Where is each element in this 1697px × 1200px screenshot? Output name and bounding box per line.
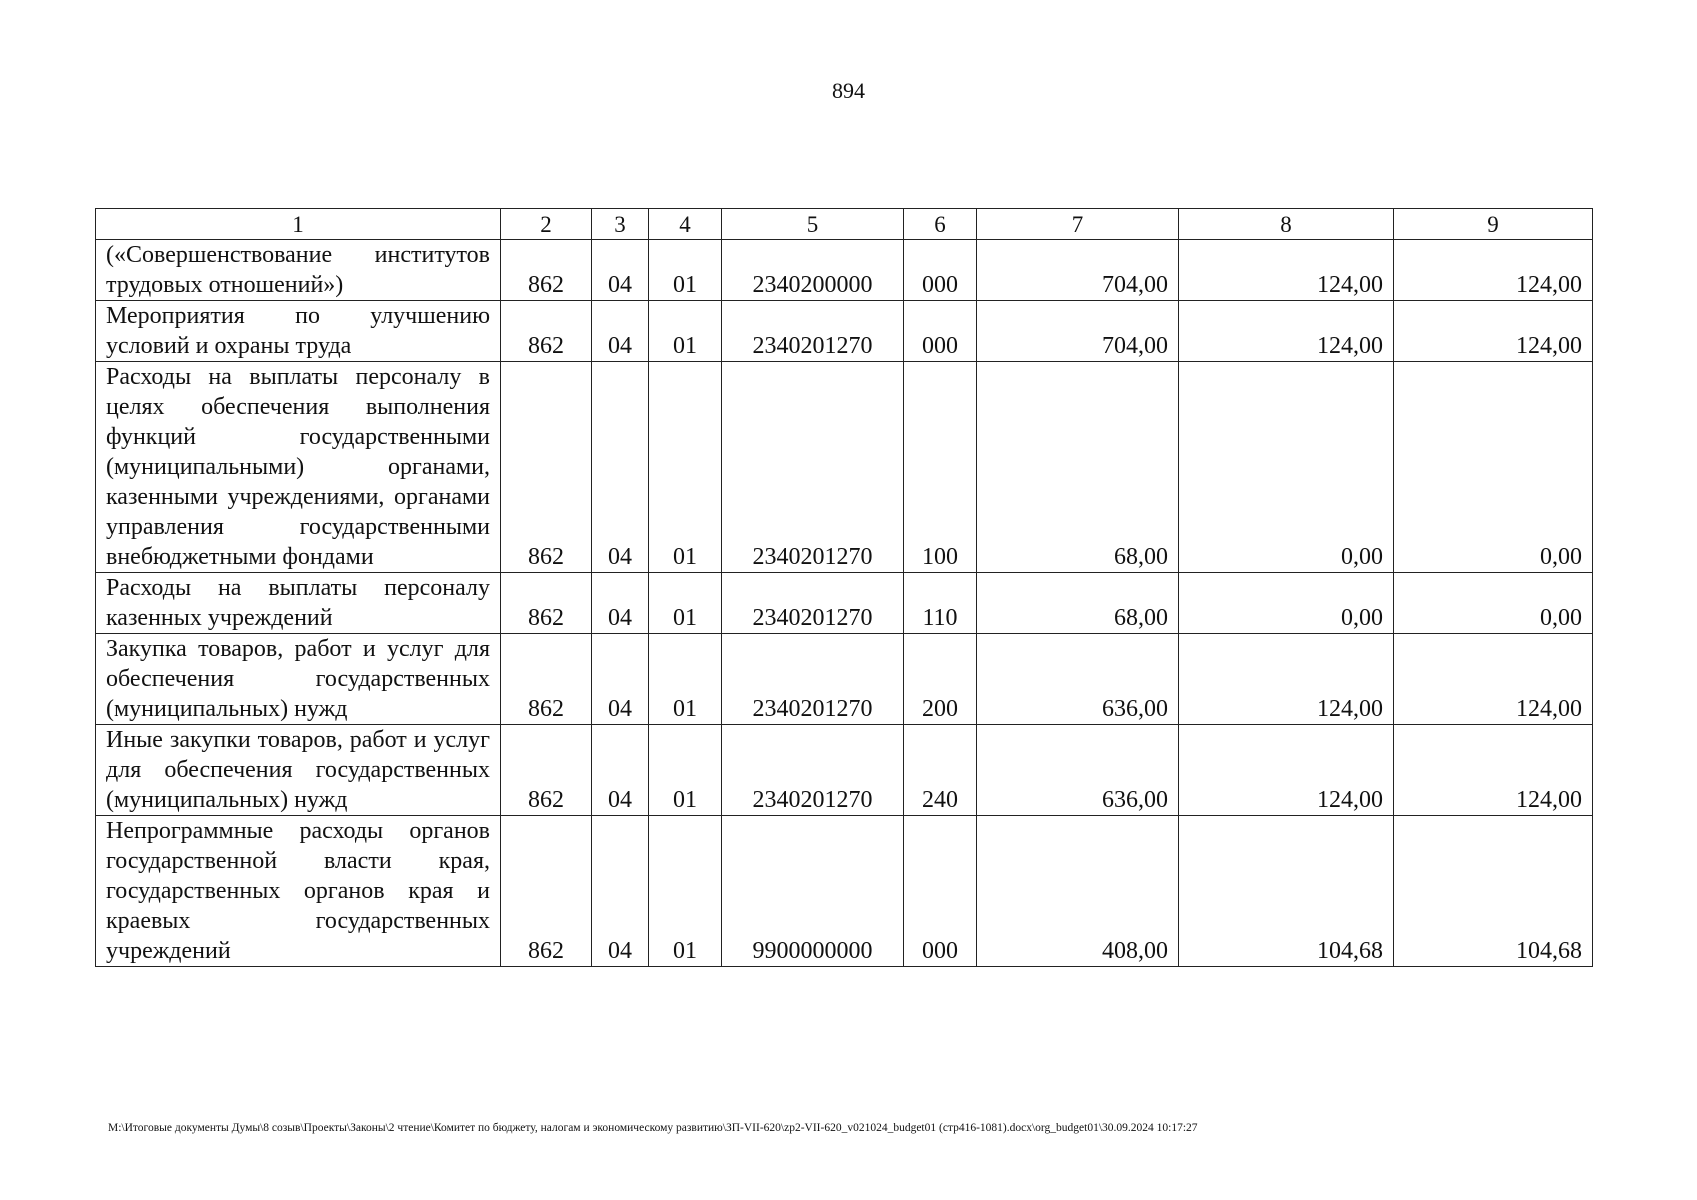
cell-amount-7: 408,00 [977, 816, 1179, 967]
table-row [96, 816, 1593, 967]
cell-section: 04 [592, 362, 649, 573]
cell-grbs: 862 [501, 301, 592, 362]
cell-section: 04 [592, 240, 649, 301]
cell-expense-type: 240 [904, 725, 977, 816]
cell-amount-9: 124,00 [1394, 240, 1593, 301]
cell-expense-type: 000 [904, 240, 977, 301]
cell-amount-9: 0,00 [1394, 573, 1593, 634]
cell-target-code: 2340200000 [722, 240, 904, 301]
row-description: Расходы на выплаты персоналу в целях обеспечения выполнения функций государственными (муниципальными) органами, казенными учреждениями, органами управления государственными внебюджетными фондами [96, 362, 501, 573]
cell-amount-7: 636,00 [977, 634, 1179, 725]
column-header: 1 [96, 209, 501, 240]
cell-amount-8: 0,00 [1179, 362, 1394, 573]
cell-amount-7: 68,00 [977, 362, 1179, 573]
column-header: 6 [904, 209, 977, 240]
budget-table [95, 208, 1593, 967]
cell-grbs: 862 [501, 362, 592, 573]
row-description: Мероприятия по улучшению условий и охраны труда [96, 301, 501, 362]
cell-amount-8: 124,00 [1179, 634, 1394, 725]
cell-expense-type: 000 [904, 301, 977, 362]
document-file-path: M:\Итоговые документы Думы\8 созыв\Проекты\Законы\2 чтение\Комитет по бюджету, налогам и экономическому развитию\ЗП-VII-620\zp2-VII-620_v021024_budget01 (стр416-1081).docx\org_budget01\30.09.2024 10:17:27 [108, 1122, 1198, 1134]
table-row [96, 725, 1593, 816]
row-description: («Совершенствование институтов трудовых отношений») [96, 240, 501, 301]
cell-subsection: 01 [649, 725, 722, 816]
column-header: 9 [1394, 209, 1593, 240]
cell-amount-7: 636,00 [977, 725, 1179, 816]
cell-section: 04 [592, 573, 649, 634]
cell-target-code: 2340201270 [722, 634, 904, 725]
cell-grbs: 862 [501, 573, 592, 634]
cell-subsection: 01 [649, 362, 722, 573]
cell-section: 04 [592, 634, 649, 725]
column-header: 5 [722, 209, 904, 240]
table-row [96, 634, 1593, 725]
column-header: 4 [649, 209, 722, 240]
cell-section: 04 [592, 725, 649, 816]
row-description: Иные закупки товаров, работ и услуг для обеспечения государственных (муниципальных) нужд [96, 725, 501, 816]
column-header: 8 [1179, 209, 1394, 240]
cell-expense-type: 000 [904, 816, 977, 967]
cell-target-code: 2340201270 [722, 301, 904, 362]
cell-target-code: 2340201270 [722, 725, 904, 816]
cell-grbs: 862 [501, 725, 592, 816]
cell-section: 04 [592, 301, 649, 362]
cell-amount-7: 704,00 [977, 301, 1179, 362]
cell-amount-9: 124,00 [1394, 725, 1593, 816]
cell-amount-9: 104,68 [1394, 816, 1593, 967]
table-row [96, 240, 1593, 301]
cell-target-code: 9900000000 [722, 816, 904, 967]
cell-grbs: 862 [501, 816, 592, 967]
cell-expense-type: 200 [904, 634, 977, 725]
cell-expense-type: 100 [904, 362, 977, 573]
table-row [96, 573, 1593, 634]
cell-amount-8: 0,00 [1179, 573, 1394, 634]
cell-subsection: 01 [649, 816, 722, 967]
cell-amount-7: 68,00 [977, 573, 1179, 634]
table-row [96, 362, 1593, 573]
row-description: Закупка товаров, работ и услуг для обеспечения государственных (муниципальных) нужд [96, 634, 501, 725]
table-header-row [96, 209, 1593, 240]
column-header: 3 [592, 209, 649, 240]
cell-amount-8: 104,68 [1179, 816, 1394, 967]
page-number: 894 [832, 78, 865, 103]
cell-target-code: 2340201270 [722, 573, 904, 634]
cell-amount-9: 124,00 [1394, 634, 1593, 725]
column-header: 7 [977, 209, 1179, 240]
cell-amount-8: 124,00 [1179, 240, 1394, 301]
cell-subsection: 01 [649, 301, 722, 362]
cell-subsection: 01 [649, 573, 722, 634]
cell-amount-9: 0,00 [1394, 362, 1593, 573]
cell-subsection: 01 [649, 240, 722, 301]
cell-target-code: 2340201270 [722, 362, 904, 573]
cell-amount-7: 704,00 [977, 240, 1179, 301]
cell-section: 04 [592, 816, 649, 967]
row-description: Расходы на выплаты персоналу казенных учреждений [96, 573, 501, 634]
cell-grbs: 862 [501, 634, 592, 725]
column-header: 2 [501, 209, 592, 240]
cell-amount-8: 124,00 [1179, 301, 1394, 362]
cell-amount-8: 124,00 [1179, 725, 1394, 816]
cell-grbs: 862 [501, 240, 592, 301]
table-row [96, 301, 1593, 362]
row-description: Непрограммные расходы органов государственной власти края, государственных органов края и краевых государственных учреждений [96, 816, 501, 967]
cell-amount-9: 124,00 [1394, 301, 1593, 362]
cell-expense-type: 110 [904, 573, 977, 634]
cell-subsection: 01 [649, 634, 722, 725]
